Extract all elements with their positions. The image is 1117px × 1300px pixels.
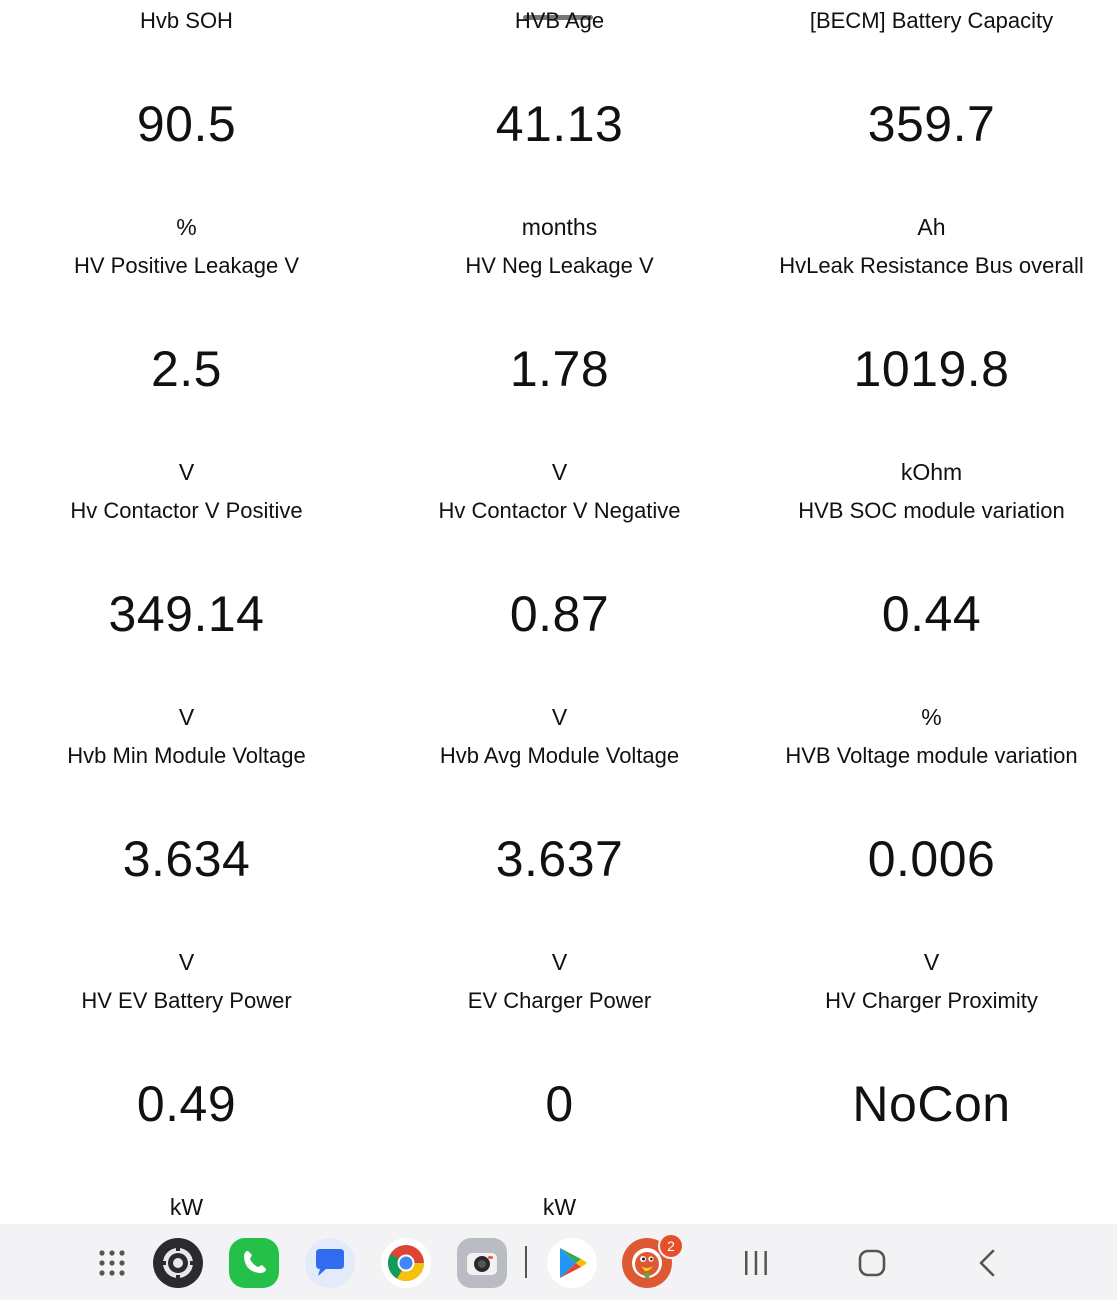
play-store-icon[interactable] xyxy=(547,1238,597,1288)
metric-hvleak-resistance[interactable] xyxy=(745,245,1117,490)
metric-value: 359.7 xyxy=(867,96,996,152)
metric-title: HV EV Battery Power xyxy=(81,988,292,1013)
metric-unit: V xyxy=(551,949,568,975)
metric-title: Hv Contactor V Negative xyxy=(438,498,681,523)
metric-value: 0 xyxy=(545,1076,574,1132)
metric-value: 90.5 xyxy=(136,96,237,152)
metric-voltage-module-variation[interactable] xyxy=(745,735,1117,980)
recents-icon[interactable] xyxy=(731,1238,781,1288)
metric-title: Hvb Min Module Voltage xyxy=(67,743,306,768)
metric-title: HVB Voltage module variation xyxy=(785,743,1078,768)
metric-unit: months xyxy=(521,214,598,240)
metric-unit: kOhm xyxy=(900,459,963,485)
metric-title: Hv Contactor V Positive xyxy=(70,498,303,523)
phone-icon[interactable] xyxy=(229,1238,279,1288)
metric-unit: % xyxy=(176,214,197,240)
metric-unit: kW xyxy=(169,1194,204,1220)
metric-title: HV Charger Proximity xyxy=(825,988,1038,1013)
metric-unit: Ah xyxy=(917,214,946,240)
messages-icon[interactable] xyxy=(305,1238,355,1288)
settings-icon[interactable] xyxy=(153,1238,203,1288)
metric-value: 0.44 xyxy=(881,586,982,642)
metric-title: [BECM] Battery Capacity xyxy=(809,8,1054,33)
metric-min-module-voltage[interactable] xyxy=(0,735,373,980)
metric-ev-battery-power[interactable] xyxy=(0,980,373,1224)
metric-unit: % xyxy=(921,704,942,730)
metric-title: EV Charger Power xyxy=(467,988,652,1013)
metric-contactor-negative[interactable] xyxy=(373,490,746,735)
metric-unit: V xyxy=(178,704,195,730)
metric-hv-positive-leakage[interactable] xyxy=(0,245,373,490)
metric-unit: V xyxy=(551,704,568,730)
metric-value: 2.5 xyxy=(150,341,222,397)
metric-unit: V xyxy=(178,459,195,485)
metric-value: 3.634 xyxy=(122,831,251,887)
metric-value: 0.49 xyxy=(136,1076,237,1132)
metric-title: HVB SOC module variation xyxy=(798,498,1065,523)
metric-unit: V xyxy=(178,949,195,975)
metric-title: HV Positive Leakage V xyxy=(73,253,300,278)
metric-value: 1019.8 xyxy=(853,341,1010,397)
metric-soc-module-variation[interactable] xyxy=(745,490,1117,735)
metric-title: HVB Age xyxy=(514,8,605,33)
metric-value: 349.14 xyxy=(108,586,265,642)
home-icon[interactable] xyxy=(847,1238,897,1288)
metric-value: NoCon xyxy=(852,1076,1011,1132)
metric-charger-proximity[interactable] xyxy=(745,980,1117,1224)
camera-icon[interactable] xyxy=(457,1238,507,1288)
metric-ev-charger-power[interactable] xyxy=(373,980,746,1224)
metric-title: HvLeak Resistance Bus overall xyxy=(779,253,1084,278)
taskbar xyxy=(0,1224,1117,1300)
metric-battery-capacity[interactable] xyxy=(745,0,1117,245)
metric-title: Hvb Avg Module Voltage xyxy=(439,743,680,768)
metric-title: Hvb SOH xyxy=(140,8,233,33)
metric-contactor-positive[interactable] xyxy=(0,490,373,735)
metric-value: 0.006 xyxy=(867,831,996,887)
metric-hv-neg-leakage[interactable] xyxy=(373,245,746,490)
chrome-icon[interactable] xyxy=(381,1238,431,1288)
metric-hvb-soh[interactable] xyxy=(0,0,373,245)
metric-value: 0.87 xyxy=(509,586,610,642)
metric-title: HV Neg Leakage V xyxy=(465,253,654,278)
metric-hvb-age[interactable] xyxy=(373,0,746,245)
metric-value: 3.637 xyxy=(495,831,624,887)
metric-unit: V xyxy=(551,459,568,485)
metric-unit: kW xyxy=(542,1194,577,1220)
metric-unit: V xyxy=(923,949,940,975)
back-icon[interactable] xyxy=(963,1238,1013,1288)
metric-avg-module-voltage[interactable] xyxy=(373,735,746,980)
all-apps-icon[interactable] xyxy=(87,1238,137,1288)
dock-separator xyxy=(525,1246,527,1278)
notification-badge: 2 xyxy=(658,1233,684,1259)
metric-value: 41.13 xyxy=(495,96,624,152)
metric-value: 1.78 xyxy=(509,341,610,397)
